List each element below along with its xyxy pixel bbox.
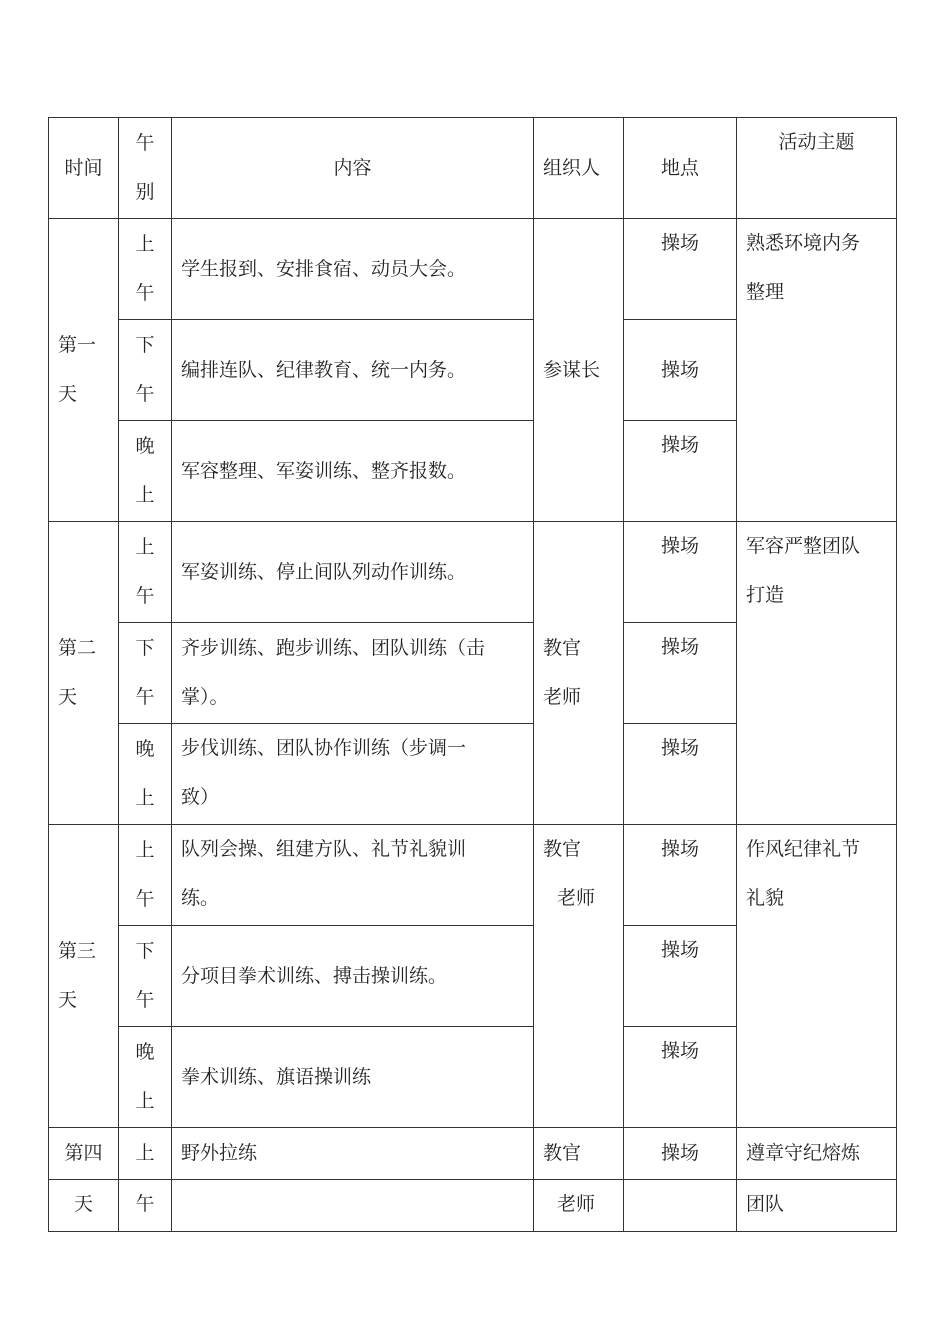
- content-cell: 拳术训练、旗语操训练: [172, 1027, 534, 1128]
- location-cell: 操场: [624, 219, 737, 320]
- theme-cell: 遵章守纪熔炼: [737, 1128, 897, 1180]
- location-cell: 操场: [624, 825, 737, 926]
- location-cell: 操场: [624, 320, 737, 421]
- location-cell: [624, 1180, 737, 1232]
- schedule-table: [48, 117, 897, 1232]
- location-cell: 操场: [624, 421, 737, 522]
- organizer-cell: 教官: [534, 1128, 624, 1180]
- period-cell: 下 午: [119, 926, 172, 1027]
- content-cell: 队列会操、组建方队、礼节礼貌训 练。: [172, 825, 534, 926]
- location-cell: 操场: [624, 724, 737, 825]
- table-row: [49, 1128, 897, 1180]
- location-cell: 操场: [624, 1027, 737, 1128]
- header-time: 时间: [49, 118, 119, 219]
- table-row: [49, 219, 897, 320]
- theme-cell: 作风纪律礼节 礼貌: [737, 825, 897, 1128]
- content-cell: 军容整理、军姿训练、整齐报数。: [172, 421, 534, 522]
- content-cell: 野外拉练: [172, 1128, 534, 1180]
- content-cell: 步伐训练、团队协作训练（步调一 致）: [172, 724, 534, 825]
- period-cell: 晚 上: [119, 724, 172, 825]
- period-cell: 下 午: [119, 623, 172, 724]
- period-cell: 晚 上: [119, 1027, 172, 1128]
- organizer-cell: 教官 老师: [534, 522, 624, 825]
- theme-cell: 军容严整团队 打造: [737, 522, 897, 825]
- day-cell: 天: [49, 1180, 119, 1232]
- theme-cell: 熟悉环境内务 整理: [737, 219, 897, 522]
- day-cell: 第一 天: [49, 219, 119, 522]
- period-cell: 上: [119, 1128, 172, 1180]
- location-cell: 操场: [624, 522, 737, 623]
- header-content: 内容: [172, 118, 534, 219]
- organizer-line: 教官: [543, 838, 582, 860]
- location-cell: 操场: [624, 926, 737, 1027]
- content-cell: 编排连队、纪律教育、统一内务。: [172, 320, 534, 421]
- table-row: [49, 825, 897, 926]
- header-location: 地点: [624, 118, 737, 219]
- period-cell: 上 午: [119, 825, 172, 926]
- period-cell: 午: [119, 1180, 172, 1232]
- header-organizer: 组织人: [534, 118, 624, 219]
- content-cell: 齐步训练、跑步训练、团队训练（击 掌）。: [172, 623, 534, 724]
- organizer-line: 老师: [557, 887, 596, 909]
- header-period: 午 别: [119, 118, 172, 219]
- day-cell: 第二 天: [49, 522, 119, 825]
- content-cell: [172, 1180, 534, 1232]
- content-cell: 分项目拳术训练、搏击操训练。: [172, 926, 534, 1027]
- organizer-cell: 老师: [534, 1180, 624, 1232]
- header-row: [49, 118, 897, 219]
- organizer-cell: [534, 825, 624, 1128]
- period-cell: 上 午: [119, 219, 172, 320]
- table-row: [49, 522, 897, 623]
- location-cell: 操场: [624, 1128, 737, 1180]
- table-row: [49, 1180, 897, 1232]
- day-cell: 第三 天: [49, 825, 119, 1128]
- period-cell: 上 午: [119, 522, 172, 623]
- location-cell: 操场: [624, 623, 737, 724]
- content-cell: 学生报到、安排食宿、动员大会。: [172, 219, 534, 320]
- organizer-cell: 参谋长: [534, 219, 624, 522]
- period-cell: 晚 上: [119, 421, 172, 522]
- content-cell: 军姿训练、停止间队列动作训练。: [172, 522, 534, 623]
- theme-cell: 团队: [737, 1180, 897, 1232]
- header-theme: 活动主题: [737, 118, 897, 219]
- day-cell: 第四: [49, 1128, 119, 1180]
- period-cell: 下 午: [119, 320, 172, 421]
